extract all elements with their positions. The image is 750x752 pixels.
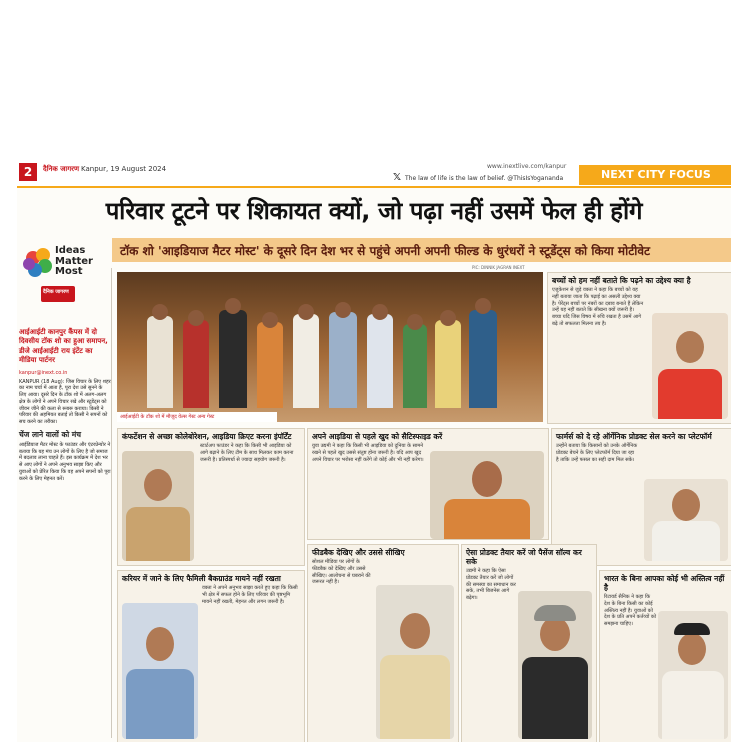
story-title: फीडबैक देखिए और उससे सीखिए: [312, 548, 405, 557]
logo-tag: दैनिक जागरण: [43, 289, 69, 295]
story-title: फार्मर्स को दे रहे ऑर्गेनिक प्रोडक्ट सेल करने का प्लेटफॉर्म: [556, 432, 712, 441]
story-box: [117, 428, 305, 566]
paper-name: दैनिक जागरण: [43, 165, 80, 173]
x-logo-icon: 𝕏: [393, 172, 402, 183]
story-body: उद्यमी ने कहा कि ऐसा प्रोडक्ट तैयार करें जो लोगों की समस्या का समाधान कर सके, तभी बिजनेस आगे बढ़ेगा।: [466, 568, 516, 601]
newspaper-page: [17, 160, 731, 742]
site-url: www.inextlive.com/kanpur: [487, 163, 567, 170]
left-dateline: KANPUR (18 Aug): जिस विचार के लिए शहर का नाम चर्चा में आता है, पूरा देश उसे सुनने के लिए आया। दूसरे दिन के टॉक शो में अलग-अलग क्षेत्र के लोगों ने अपने विचार रखे और स्टूडेंट्स को जीवन जीने की कला से रूबरू कराया। किसी ने परिवार की अहमियत बताई तो किसी ने सपनों को सच करने का तरीका।: [19, 378, 111, 425]
left-column: [19, 328, 111, 484]
story-box: [307, 544, 459, 742]
subheadline-bar: [112, 238, 731, 262]
story-box: [547, 272, 731, 424]
speaker-photo: [122, 603, 198, 739]
left-subhead: चेंज लाने वालों को मंच: [19, 429, 82, 439]
hat-icon: [534, 605, 576, 621]
page-date: Kanpur, 19 August 2024: [81, 165, 167, 173]
logo-line-3: Most: [55, 266, 83, 277]
speaker-photo: [518, 591, 592, 739]
speaker-photo: [430, 451, 544, 539]
column-divider: [111, 268, 112, 738]
page-number: 2: [19, 163, 37, 181]
photo-credit: PIC: DINNIK JAGRAN INEXT: [472, 265, 525, 270]
story-title: ऐसा प्रोडक्ट तैयार करें जो पैसेंज सॉल्व कर सके: [466, 548, 582, 566]
story-box: [307, 428, 549, 540]
speaker-photo: [644, 479, 728, 561]
speaker-photo: [376, 585, 454, 739]
page-header: [17, 160, 731, 188]
story-box: [117, 570, 305, 742]
headline: परिवार टूटने पर शिकायत क्यों, जो पढ़ा नहीं उसमें फेल ही होंगे: [105, 197, 643, 225]
header-quote: The law of life is the law of belief. @ThisIsYogananda: [405, 175, 564, 182]
left-body: आईडियाज मैटर मोस्ट के फाउंडर और एंटरप्रेन्योर ने बताया कि यह मंच उन लोगों के लिए है जो समाज में बदलाव लाना चाहते हैं। इस कार्यक्रम में देश भर से आए लोगों ने अपने अनुभव साझा किए और युवाओं को प्रेरित किया कि वह अपने सपनों को पूरा करने के लिए मेहनत करें।: [19, 441, 111, 482]
story-box: [599, 570, 731, 742]
story-title: बच्चों को हम नहीं बताते कि पढ़ने का उद्देश्य क्या है: [552, 276, 691, 285]
photo-caption: आईआईटी के टॉक शो में मौजूद वेल्स गेस्ट अन्य गेस्ट: [117, 412, 277, 422]
story-body: उन्होंने बताया कि किसानों को उनके ऑर्गेनिक प्रोडक्ट बेचने के लिए प्लेटफॉर्म दिया जा रहा है ताकि उन्हें फसल का सही दाम मिल सके।: [556, 443, 638, 463]
story-title: कंफर्टेशन से अच्छा कोलेबोरेशन, आइडिया क्रिएट करना इंपॉर्टेंट: [122, 432, 292, 441]
story-body: वक्ता ने अपने अनुभव साझा करते हुए कहा कि किसी भी क्षेत्र में सफल होने के लिए परिवार की पृष्ठभूमि मायने नहीं रखती, मेहनत और लगन जरूरी है।: [202, 585, 298, 605]
section-label: NEXT CITY FOCUS: [579, 165, 731, 185]
story-box: [461, 544, 597, 742]
story-title: अपने आइडिया से पहले खुद को सैटिस्फाइड करें: [312, 432, 443, 441]
left-kicker: आईआईटी कानपुर कैंपस में दो दिवसीय टॉक शो का हुआ समापन, डीजे आईआईटी राय इंटेंट का मीडिया पार्टनर: [19, 328, 108, 365]
speaker-photo: [658, 611, 728, 739]
logo-line-1: Ideas: [55, 245, 86, 256]
story-body: रिटायर्ड सैनिक ने कहा कि देश के बिना किसी का कोई अस्तित्व नहीं है। युवाओं को देश के प्रति अपने कर्तव्यों को समझना चाहिए।: [604, 594, 656, 627]
story-body: स्टार्टअप फाउंडर ने कहा कि किसी भी आइडिया को आगे बढ़ाने के लिए टीम के साथ मिलकर काम करना जरूरी है। प्रतिस्पर्धा से ज्यादा सहयोग जरूरी है।: [200, 443, 294, 463]
story-body: एजुकेशन से जुड़े वक्ता ने कहा कि बच्चों को यह नहीं बताया जाता कि पढ़ाई का असली उद्देश्य क्या है। पेरेंट्स बच्चों पर नंबरों का दबाव बनाते हैं लेकिन उन्हें यह नहीं बताते कि सीखना क्यों जरूरी है। बच्चा यदि जिस विषय में रुचि रखता है उसमें आगे बढ़े तो सफलता मिलना तय है।: [552, 287, 644, 327]
ideas-matter-most-logo: [21, 246, 101, 326]
beret-icon: [674, 623, 710, 635]
logo-line-2: Matter: [55, 255, 93, 267]
story-title: भारत के बिना आपका कोई भी अस्तित्व नहीं है: [604, 574, 725, 592]
speaker-photo: [652, 313, 728, 419]
subheadline: टॉक शो 'आइडियाज मैटर मोस्ट' के दूसरे दिन देश भर से पहुंचे अपनी अपनी फील्ड के धुरंधरों ने स्टूडेंट्स को किया मोटीवेट: [120, 244, 651, 258]
group-photo: [117, 272, 543, 422]
speaker-photo: [122, 451, 194, 561]
story-body: युवा उद्यमी ने कहा कि किसी भी आइडिया को दुनिया के सामने रखने से पहले खुद उससे संतुष्ट होना जरूरी है। यदि आप खुद अपने विचार पर भरोसा नहीं करेंगे तो कोई और भी नहीं करेगा।: [312, 443, 424, 463]
reporter-email: kanpur@inext.co.in: [19, 369, 68, 376]
story-title: करियर में जाने के लिए फैमिली बैकग्राउंड मायने नहीं रखता: [122, 574, 281, 583]
story-body: सोशल मीडिया पर लोगों के फीडबैक को देखिए और उससे सीखिए। आलोचना से घबराने की जरूरत नहीं है।: [312, 559, 371, 586]
